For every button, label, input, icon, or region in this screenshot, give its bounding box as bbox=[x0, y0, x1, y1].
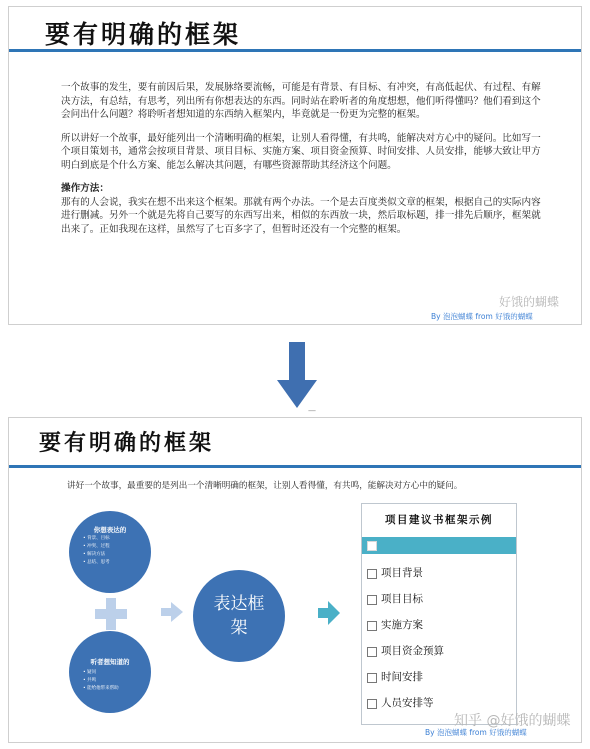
byline: By 泡泡蝴蝶 from 好饿的蝴蝶 bbox=[425, 728, 527, 737]
list-item bbox=[362, 670, 516, 686]
list-item bbox=[362, 644, 516, 660]
framework-circle-label bbox=[193, 592, 285, 640]
list-item: • 共鸣 bbox=[83, 677, 119, 685]
item-label: 项目资金预算 bbox=[381, 645, 444, 657]
checkbox[interactable] bbox=[367, 673, 377, 683]
paragraph-1: 一个故事的发生，要有前因后果，发展脉络要流畅，可能是有背景、有目标、有冲突，有高低起伏、有过程、有解决方法，有总结，有思考，列出所有你想表达的东西。同时站在聆听者的角度想想，他们听得懂吗？他们看到这个会问出什么问题？将聆听者想知道的东西纳入框架内，毕竟就是一份更为完整的框架。 bbox=[61, 82, 541, 120]
right-arrow-icon bbox=[161, 602, 183, 622]
item-label: 时间安排 bbox=[381, 671, 423, 683]
title-divider bbox=[9, 49, 581, 52]
speaker-circle-title: 你想表达的 bbox=[93, 526, 127, 534]
speaker-circle bbox=[69, 511, 151, 593]
list-item bbox=[362, 566, 516, 582]
right-arrow-icon bbox=[318, 601, 340, 625]
speaker-list bbox=[83, 535, 110, 567]
list-item bbox=[362, 618, 516, 634]
checkbox[interactable] bbox=[367, 569, 377, 579]
paragraph-2: 所以讲好一个故事，最好能列出一个清晰明确的框架，让别人看得懂，有共鸣，能解决对方心中的疑问。比如写一个项目策划书，通常会按项目背景、项目目标、实施方案、项目资金预算、时间安排、人员安排，能够大致让甲方明白到底是个什么方案、能怎么解决其问题，有哪些资源帮助其经济这个问题。 bbox=[61, 132, 541, 171]
checkbox[interactable] bbox=[367, 699, 377, 709]
framework-circle bbox=[193, 570, 285, 662]
plus-icon bbox=[95, 598, 127, 630]
list-item: • 背景、目标 bbox=[83, 535, 110, 543]
list-item: • 能给他带来帮助 bbox=[83, 685, 119, 693]
intro-text: 讲好一个故事，最重要的是列出一个清晰明确的框架，让别人看得懂，有共鸣，能解决对方心中的疑问。 bbox=[67, 481, 463, 491]
item-label: 人员安排等 bbox=[381, 697, 434, 709]
item-label: 实施方案 bbox=[381, 619, 423, 631]
listener-list bbox=[83, 669, 119, 693]
paragraph-3: 那有的人会说，我实在想不出来这个框架。那就有两个办法。一个是去百度类似文章的框架，根据自己的实际内容进行删减。另外一个就是先将自己要写的东西写出来，相似的东西放一块，然后取标题，排一排先后顺序，框架就出来了。正如我现在这样，虽然写了七百多字了，但暂时还没有一个完整的框架。 bbox=[61, 196, 541, 235]
framework-line-2: 架 bbox=[230, 618, 248, 638]
byline: By 泡泡蝴蝶 from 好饿的蝴蝶 bbox=[431, 312, 533, 321]
checkbox[interactable] bbox=[367, 595, 377, 605]
top-slide bbox=[8, 6, 582, 325]
item-label: 项目背景 bbox=[381, 567, 423, 579]
list-item: • 疑问 bbox=[83, 669, 119, 677]
watermark: 好饿的蝴蝶 bbox=[498, 295, 559, 309]
list-item: • 总结、思考 bbox=[83, 559, 110, 567]
top-slide-title: 要有明确的框架 bbox=[45, 20, 242, 49]
bottom-slide-title: 要有明确的框架 bbox=[39, 430, 215, 456]
list-item: • 冲突、过程 bbox=[83, 543, 110, 551]
bottom-slide bbox=[8, 417, 582, 743]
highlighted-row bbox=[362, 537, 516, 554]
method-heading: 操作方法： bbox=[61, 183, 109, 194]
watermark: 知乎 @好饿的蝴蝶 bbox=[454, 713, 571, 729]
panel-title: 项目建议书框架示例 bbox=[385, 514, 493, 526]
item-label: 项目目标 bbox=[381, 593, 423, 605]
checkbox[interactable] bbox=[367, 647, 377, 657]
list-item: • 解决方法 bbox=[83, 551, 110, 559]
proposal-framework-panel bbox=[361, 503, 517, 725]
list-item bbox=[362, 592, 516, 608]
listener-circle bbox=[69, 631, 151, 713]
top-slide-body bbox=[61, 81, 545, 246]
checkbox[interactable] bbox=[367, 541, 377, 551]
listener-circle-title: 听者想知道的 bbox=[90, 658, 130, 666]
checkbox[interactable] bbox=[367, 621, 377, 631]
down-arrow-icon bbox=[277, 342, 317, 408]
dash-mark: — bbox=[308, 406, 316, 415]
framework-line-1: 表达框 bbox=[213, 594, 265, 614]
title-divider bbox=[9, 465, 581, 468]
